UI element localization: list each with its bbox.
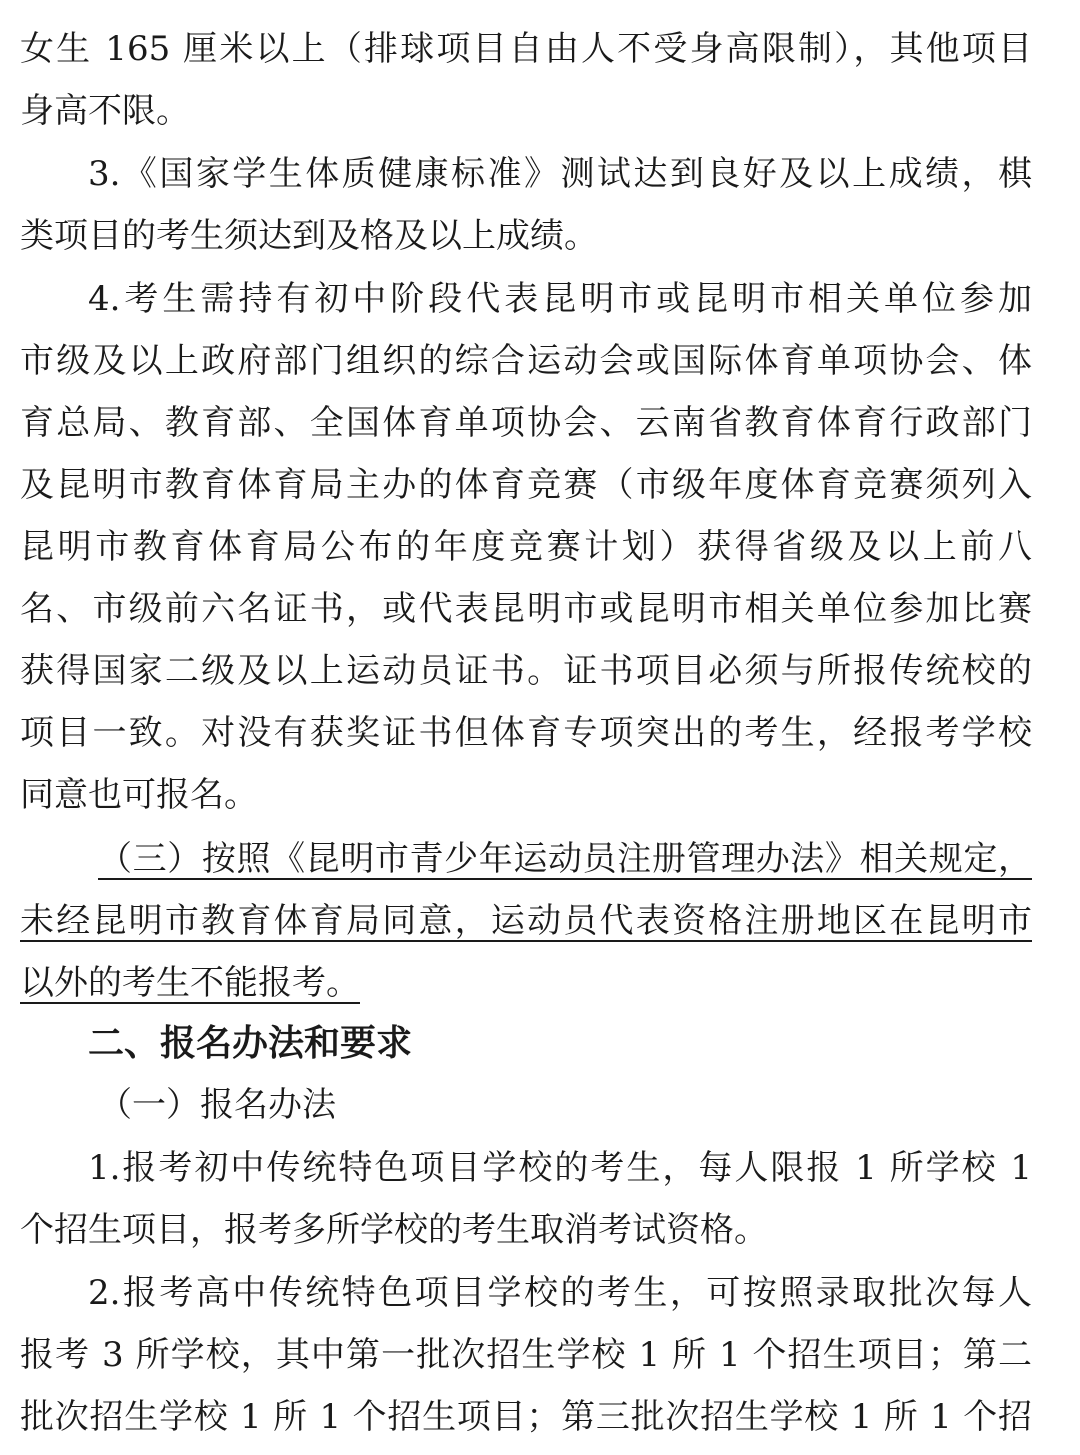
- section-heading: 二、报名办法和要求: [88, 1023, 413, 1064]
- text-line-18: 批次招生学校 1 所 1 个招生项目；第三批次招生学校 1 所 1 个招: [20, 1397, 1032, 1437]
- text-line-4: 类项目的考生须达到及格及以上成绩。: [20, 216, 598, 256]
- text-line-17: 报考 3 所学校，其中第一批次招生学校 1 所 1 个招生项目；第二: [20, 1335, 1032, 1375]
- text-line-7: 育总局、教育部、全国体育单项协会、云南省教育体育行政部门: [20, 403, 1032, 443]
- text-line-2: 身高不限。: [20, 91, 190, 131]
- text-line-6: 市级及以上政府部门组织的综合运动会或国际体育单项协会、体: [20, 341, 1032, 381]
- text-line-5: 4.考生需持有初中阶段代表昆明市或昆明市相关单位参加: [88, 279, 1032, 319]
- underlined-line-3: 以外的考生不能报考。: [20, 963, 360, 1003]
- text-line-9: 昆明市教育体育局公布的年度竞赛计划）获得省级及以上前八: [20, 527, 1032, 567]
- text-line-13: 同意也可报名。: [20, 775, 258, 815]
- text-line-16: 2.报考高中传统特色项目学校的考生，可按照录取批次每人: [88, 1273, 1032, 1313]
- underlined-line-2: 未经昆明市教育体育局同意，运动员代表资格注册地区在昆明市: [20, 901, 1032, 941]
- text-line-1: 女生 165 厘米以上（排球项目自由人不受身高限制），其他项目: [20, 29, 1032, 69]
- text-line-3: 3.《国家学生体质健康标准》测试达到良好及以上成绩，棋: [88, 154, 1032, 194]
- subsection-heading: （一）报名办法: [98, 1085, 336, 1125]
- text-line-10: 名、市级前六名证书，或代表昆明市或昆明市相关单位参加比赛: [20, 589, 1032, 629]
- text-line-14: 1.报考初中传统特色项目学校的考生，每人限报 1 所学校 1: [88, 1148, 1032, 1188]
- text-line-11: 获得国家二级及以上运动员证书。证书项目必须与所报传统校的: [20, 651, 1032, 691]
- text-line-8: 及昆明市教育体育局主办的体育竞赛（市级年度体育竞赛须列入: [20, 465, 1032, 505]
- text-line-12: 项目一致。对没有获奖证书但体育专项突出的考生，经报考学校: [20, 713, 1032, 753]
- text-line-15: 个招生项目，报考多所学校的考生取消考试资格。: [20, 1210, 768, 1250]
- underlined-line-1: （三）按照《昆明市青少年运动员注册管理办法》相关规定，: [98, 839, 1032, 879]
